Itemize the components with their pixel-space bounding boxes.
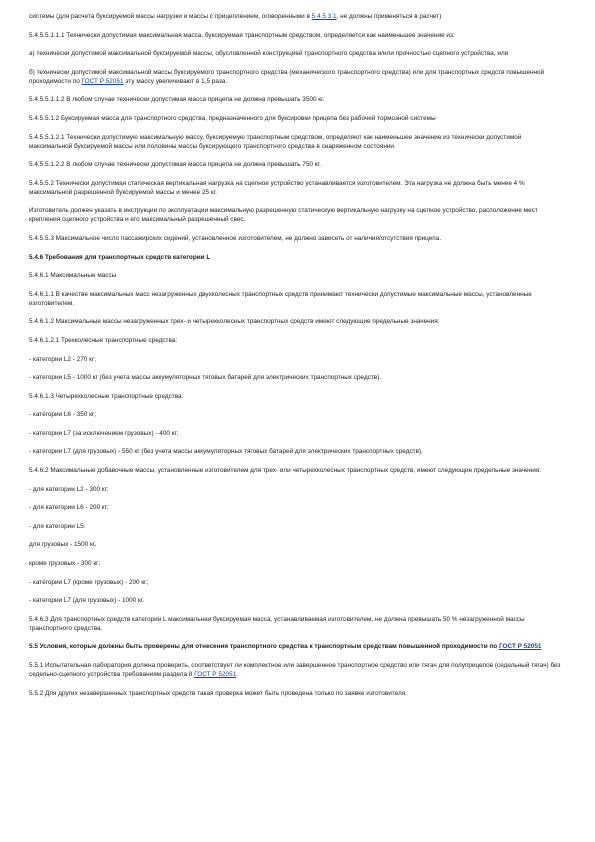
paragraph-text: 5.5 Условия, которые должны быть проверены для отнесения транспортного средства к транспортным средствам повышенной проходимости по	[29, 643, 499, 651]
paragraph	[29, 485, 566, 494]
paragraph-text: - категории L7 (кроме грузовых) - 200 кг;	[29, 578, 149, 586]
paragraph-text: 5.4.6.1.1 В качестве максимальных масс незагруженных двухколесных транспортных средств принимают технически допустимые максимальные массы, установленные изготовителем.	[29, 290, 532, 307]
paragraph	[29, 373, 566, 382]
paragraph	[29, 355, 566, 364]
paragraph	[29, 206, 566, 224]
paragraph-text: системы (для расчета буксируемой массы нагрузки и массы с прицеплением, оговоренными в	[29, 13, 312, 20]
paragraph	[29, 12, 566, 21]
paragraph	[29, 429, 566, 438]
paragraph	[29, 290, 566, 308]
paragraph-text: 5.4.5.5.1.1.2 В любом случае технически допустимая масса прицепа не должна превышать 3500 кг.	[29, 96, 325, 104]
paragraph-text: 5.4.6.1.2 Максимальные массы незагруженных трех- и четырехколесных транспортных средств имеют следующие предельные значения:	[29, 318, 440, 326]
paragraph	[29, 336, 566, 345]
paragraph-text: 5.4.6.3 Для транспортных средств категории L максимальная буксируемая масса, устанавливаемая изготовителем, не должна превышать 50 % незагруженной массы транспортного средства.	[29, 615, 525, 632]
paragraph-text: 5.5.2 Для других незавершенных транспортных средств такая проверка может быть проведена только по заявке изготовителя.	[29, 689, 407, 697]
paragraph-text: - для категории L6 - 200 кг;	[29, 504, 109, 512]
paragraph-text: б) технически допустимой максимальной массы буксируемого транспортного средства (механического транспортного средства) или для транспортных средств повышенной проходимости по	[29, 68, 545, 85]
paragraph	[29, 503, 566, 512]
section-heading	[29, 253, 566, 262]
paragraph	[29, 447, 566, 456]
paragraph-text: кроме грузовых - 300 кг;	[29, 560, 101, 568]
paragraph-text: - для категории L5:	[29, 522, 86, 530]
paragraph	[29, 49, 566, 58]
paragraph	[29, 615, 566, 633]
paragraph	[29, 179, 566, 197]
paragraph-text: .	[236, 671, 238, 678]
paragraph	[29, 31, 566, 40]
paragraph-text: 5.5.1 Испытательная лаборатория должна проверить, соответствует ли комплектное или завершенное транспортное средство или тягач для полуприцепов (седельный тягач) без седельно-сцепного устройства требованиям раздела 8	[29, 662, 561, 678]
paragraph-text: - категории L2 - 270 кг;	[29, 355, 97, 363]
paragraph	[29, 540, 566, 549]
paragraph-text: - категории L7 (для грузовых) - 1000 кг.	[29, 597, 145, 605]
paragraph	[29, 114, 566, 123]
paragraph-text: Изготовитель должен указать в инструкции по эксплуатации максимальную разрешенную статическую вертикальную нагрузку на сцепное устройство, расположение мест крепления сцепного устройства и его максимальный разрешенный свес.	[29, 207, 538, 224]
paragraph-text: - категории L6 - 350 кг;	[29, 411, 97, 419]
paragraph	[29, 317, 566, 326]
paragraph	[29, 234, 566, 243]
paragraph-text: - категории L7 (за исключением грузовых) - 400 кг;	[29, 429, 179, 437]
paragraph	[29, 160, 566, 169]
paragraph	[29, 689, 566, 698]
paragraph-text: 5.4.6.2 Максимальные добавочные массы, установленные изготовителем для трех- или четырехколесных транспортных средств, имеют следующие предельные значения:	[29, 467, 542, 475]
standard-reference-link[interactable]: ГОСТ Р 52051	[81, 77, 124, 85]
paragraph-text: - для категории L2 - 300 кг;	[29, 485, 109, 493]
paragraph-text: 5.4.5.5.3 Максимальное число пассажирских сидений, установленное изготовителем, не должно зависеть от наличия/отсутствия прицепа.	[29, 234, 442, 242]
paragraph-text: 5.4.5.5.1.1.1 Технически допустимая максимальная масса, буксируемая транспортным средством, определяется как наименьшее значение из:	[29, 31, 455, 39]
paragraph-text: - категории L5 - 1000 кг (без учета массы аккумуляторных тяговых батарей для электрических транспортных средств).	[29, 374, 382, 382]
paragraph-text: 5.4.6 Требования для транспортных средств категории L	[29, 253, 211, 261]
paragraph-text: - категории L7 (для грузовых) - 550 кг (без учета массы аккумуляторных тяговых батарей для электрических транспортных средств).	[29, 448, 423, 456]
paragraph-text: , не должны применяться в расчет)	[336, 13, 442, 20]
paragraph-text: а) технически допустимой максимальной буксируемой массы, обусловленной конструкцией транспортного средства и/или прочностью сцепного устройства, или	[29, 50, 509, 58]
paragraph	[29, 392, 566, 401]
paragraph-text: 5.4.5.5.1.2 Буксируемая масса для транспортного средства, предназначенного для буксировки прицепа без рабочей тормозной системы	[29, 114, 436, 122]
paragraph	[29, 271, 566, 280]
paragraph	[29, 522, 566, 531]
paragraph-text: эту массу увеличивают в 1,5 раза.	[123, 77, 228, 85]
paragraph-text: для грузовых - 1500 кг,	[29, 541, 97, 549]
section-heading	[29, 642, 566, 651]
paragraph-text: 5.4.6.1.3 Четырехколесные транспортные средства:	[29, 392, 184, 400]
paragraph	[29, 559, 566, 568]
standard-reference-link[interactable]: 5.4.5.3.1	[311, 13, 337, 20]
paragraph	[29, 410, 566, 419]
paragraph-text: 5.4.5.5.1.2.1 Технически допустимую максимальную массу, буксируемую транспортным средством, определяют как наименьшее значение из технически допустимой максимальной буксируемой массы или половины массы буксирующего транспортного средства в снаряженном состоянии.	[29, 133, 522, 150]
paragraph	[29, 578, 566, 587]
paragraph-text: 5.4.6.1 Максимальные массы	[29, 272, 117, 280]
paragraph	[29, 68, 566, 86]
paragraph	[29, 661, 566, 679]
paragraph-text: 5.4.6.1.2.1 Трехколесные транспортные средства:	[29, 336, 178, 344]
paragraph	[29, 596, 566, 605]
standard-reference-link[interactable]: ГОСТ Р 52051	[194, 671, 237, 678]
paragraph-text: 5.4.5.5.1.2.2 В любом случае технически допустимая масса прицепа не должна превышать 750 кг.	[29, 161, 321, 169]
paragraph	[29, 466, 566, 475]
paragraph-text: 5.4.5.5.2 Технически допустимая статическая вертикальная нагрузка на сцепное устройство устанавливается изготовителем. Эта нагрузка не должна быть менее 4 % максимальной разрешенной буксируемой массы и менее 25 кг.	[29, 179, 525, 196]
paragraph	[29, 95, 566, 104]
paragraph	[29, 133, 566, 151]
standard-reference-link[interactable]: ГОСТ Р 52051	[498, 643, 542, 651]
